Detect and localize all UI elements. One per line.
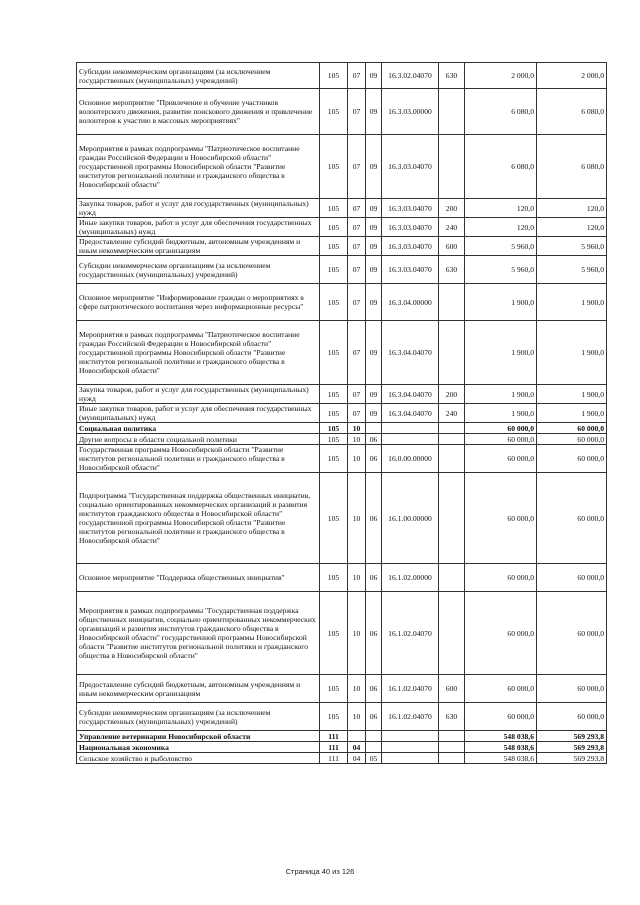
- row-sum-year-1: 60 000,0: [465, 473, 537, 564]
- row-expense-type: [439, 434, 465, 445]
- row-admin-code: 105: [320, 237, 348, 256]
- row-sum-year-1: 60 000,0: [465, 592, 537, 675]
- row-section-code: 04: [348, 753, 366, 764]
- row-subsection-code: 09: [366, 404, 382, 423]
- row-subsection-code: [366, 731, 382, 742]
- row-subsection-code: 09: [366, 199, 382, 218]
- row-section-code: [348, 731, 366, 742]
- row-subsection-code: 09: [366, 256, 382, 284]
- row-expense-type: [439, 89, 465, 135]
- table-row: [77, 218, 607, 237]
- row-name: Иные закупки товаров, работ и услуг для обеспечения государственных (муниципальных) нужд: [77, 404, 320, 423]
- row-expense-type: [439, 731, 465, 742]
- row-admin-code: 105: [320, 199, 348, 218]
- row-sum-year-1: 1 900,0: [465, 321, 537, 385]
- row-sum-year-2: 1 900,0: [537, 404, 607, 423]
- row-sum-year-2: 1 900,0: [537, 321, 607, 385]
- row-expense-type: 600: [439, 675, 465, 703]
- table-row: [77, 742, 607, 753]
- row-section-code: 10: [348, 675, 366, 703]
- row-sum-year-1: 60 000,0: [465, 675, 537, 703]
- row-target-article: 16.1.02.04070: [382, 675, 439, 703]
- row-sum-year-2: 60 000,0: [537, 592, 607, 675]
- row-admin-code: 105: [320, 404, 348, 423]
- table-row: [77, 404, 607, 423]
- row-name: Закупка товаров, работ и услуг для государственных (муниципальных) нужд: [77, 385, 320, 404]
- row-expense-type: [439, 753, 465, 764]
- table-row: [77, 753, 607, 764]
- row-sum-year-1: 60 000,0: [465, 564, 537, 592]
- row-name: Предоставление субсидий бюджетным, автономным учреждениям и иным некоммерческим организациям: [77, 675, 320, 703]
- row-name: Социальная политика: [77, 423, 320, 434]
- row-admin-code: 111: [320, 753, 348, 764]
- row-target-article: 16.1.02.04070: [382, 592, 439, 675]
- row-sum-year-1: 6 080,0: [465, 89, 537, 135]
- row-admin-code: 105: [320, 445, 348, 473]
- row-name: Предоставление субсидий бюджетным, автономным учреждениям и иным некоммерческим организациям: [77, 237, 320, 256]
- row-expense-type: 240: [439, 404, 465, 423]
- table-row: [77, 592, 607, 675]
- row-sum-year-2: 569 293,8: [537, 753, 607, 764]
- table-row: [77, 564, 607, 592]
- row-name: Государственная программа Новосибирской области "Развитие институтов региональной политики и гражданского общества в Новосибирской области": [77, 445, 320, 473]
- row-sum-year-2: 60 000,0: [537, 703, 607, 731]
- row-subsection-code: 06: [366, 434, 382, 445]
- row-target-article: 16.3.03.04070: [382, 199, 439, 218]
- row-admin-code: 105: [320, 385, 348, 404]
- row-section-code: 10: [348, 703, 366, 731]
- row-target-article: 16.3.03.00000: [382, 89, 439, 135]
- row-expense-type: [439, 423, 465, 434]
- row-target-article: 16.3.02.04070: [382, 63, 439, 89]
- row-sum-year-1: 6 080,0: [465, 135, 537, 199]
- row-admin-code: 111: [320, 731, 348, 742]
- row-section-code: 10: [348, 423, 366, 434]
- row-sum-year-2: 60 000,0: [537, 675, 607, 703]
- row-target-article: [382, 423, 439, 434]
- row-target-article: 16.0.00.00000: [382, 445, 439, 473]
- table-row: [77, 473, 607, 564]
- row-expense-type: 630: [439, 63, 465, 89]
- row-section-code: 10: [348, 473, 366, 564]
- row-sum-year-1: 5 960,0: [465, 256, 537, 284]
- row-admin-code: 105: [320, 703, 348, 731]
- row-sum-year-2: 5 960,0: [537, 256, 607, 284]
- row-name: Субсидии некоммерческим организациям (за исключением государственных (муниципальных) учреждений): [77, 63, 320, 89]
- table-row: [77, 135, 607, 199]
- table-row: [77, 89, 607, 135]
- row-subsection-code: [366, 742, 382, 753]
- row-sum-year-1: 548 038,6: [465, 731, 537, 742]
- row-admin-code: 105: [320, 592, 348, 675]
- row-section-code: 07: [348, 218, 366, 237]
- row-admin-code: 105: [320, 321, 348, 385]
- table-row: [77, 703, 607, 731]
- row-subsection-code: 06: [366, 473, 382, 564]
- row-subsection-code: 06: [366, 592, 382, 675]
- row-expense-type: 240: [439, 218, 465, 237]
- row-admin-code: 105: [320, 256, 348, 284]
- row-expense-type: [439, 445, 465, 473]
- row-section-code: 07: [348, 256, 366, 284]
- row-sum-year-1: 1 900,0: [465, 284, 537, 321]
- row-sum-year-2: 569 293,8: [537, 742, 607, 753]
- row-section-code: 07: [348, 404, 366, 423]
- row-sum-year-1: 60 000,0: [465, 434, 537, 445]
- row-sum-year-2: 60 000,0: [537, 434, 607, 445]
- row-admin-code: 105: [320, 564, 348, 592]
- row-section-code: 07: [348, 237, 366, 256]
- row-admin-code: 105: [320, 218, 348, 237]
- row-expense-type: [439, 135, 465, 199]
- table-row: [77, 434, 607, 445]
- row-subsection-code: 06: [366, 675, 382, 703]
- row-expense-type: [439, 284, 465, 321]
- row-sum-year-1: 60 000,0: [465, 445, 537, 473]
- row-admin-code: 105: [320, 89, 348, 135]
- row-section-code: 10: [348, 445, 366, 473]
- row-section-code: 07: [348, 284, 366, 321]
- row-section-code: 10: [348, 592, 366, 675]
- row-name: Иные закупки товаров, работ и услуг для обеспечения государственных (муниципальных) нужд: [77, 218, 320, 237]
- table-row: [77, 321, 607, 385]
- row-section-code: 04: [348, 742, 366, 753]
- table-row: [77, 199, 607, 218]
- table-row: [77, 256, 607, 284]
- row-sum-year-1: 1 900,0: [465, 385, 537, 404]
- row-sum-year-2: 1 900,0: [537, 385, 607, 404]
- row-subsection-code: 09: [366, 89, 382, 135]
- table-row: [77, 675, 607, 703]
- row-target-article: 16.1.00.00000: [382, 473, 439, 564]
- row-name: Мероприятия в рамках подпрограммы "Патриотическое воспитание граждан Российской Федерации в Новосибирской области" государственной программы Новосибирской области "Развитие институтов региональной политики и гражданского общества в Новосибирской области": [77, 135, 320, 199]
- row-name: Подпрограмма "Государственная поддержка общественных инициатив, социально ориентированных некоммерческих организаций и развития институтов гражданского общества в Новосибирской области" государственной программы Новосибирской области "Развитие институтов региональной политики и гражданского общества в Новосибирской области": [77, 473, 320, 564]
- row-name: Основное мероприятие "Поддержка общественных инициатив": [77, 564, 320, 592]
- row-sum-year-2: 60 000,0: [537, 423, 607, 434]
- row-expense-type: 200: [439, 385, 465, 404]
- row-sum-year-2: 60 000,0: [537, 473, 607, 564]
- row-section-code: 07: [348, 199, 366, 218]
- row-subsection-code: 05: [366, 753, 382, 764]
- row-target-article: 16.3.03.04070: [382, 135, 439, 199]
- row-target-article: 16.3.03.04070: [382, 256, 439, 284]
- row-sum-year-1: 1 900,0: [465, 404, 537, 423]
- row-sum-year-1: 548 038,6: [465, 753, 537, 764]
- row-expense-type: 630: [439, 703, 465, 731]
- row-subsection-code: 06: [366, 445, 382, 473]
- row-target-article: 16.3.03.04070: [382, 218, 439, 237]
- table-row: [77, 63, 607, 89]
- table-row: [77, 385, 607, 404]
- row-admin-code: 105: [320, 434, 348, 445]
- row-section-code: 07: [348, 321, 366, 385]
- row-name: Мероприятия в рамках подпрограммы "Государственная поддержка общественных инициатив, социально ориентированных некоммерческих организаций и развития институтов гражданского общества в Новосибирской области" государственной программы Новосибирской области "Развитие институтов региональной политики и гражданского общества в Новосибирской области": [77, 592, 320, 675]
- row-expense-type: 200: [439, 199, 465, 218]
- row-sum-year-2: 6 080,0: [537, 89, 607, 135]
- budget-table: [76, 62, 607, 764]
- row-target-article: [382, 742, 439, 753]
- row-target-article: 16.3.04.04070: [382, 321, 439, 385]
- row-sum-year-1: 548 038,6: [465, 742, 537, 753]
- row-target-article: 16.3.04.04070: [382, 404, 439, 423]
- row-name: Управление ветеринарии Новосибирской области: [77, 731, 320, 742]
- row-admin-code: 105: [320, 284, 348, 321]
- row-sum-year-1: 60 000,0: [465, 703, 537, 731]
- row-admin-code: 105: [320, 135, 348, 199]
- row-target-article: [382, 434, 439, 445]
- budget-table-body: [77, 63, 607, 764]
- row-admin-code: 105: [320, 473, 348, 564]
- row-admin-code: 105: [320, 675, 348, 703]
- row-sum-year-2: 6 080,0: [537, 135, 607, 199]
- row-target-article: [382, 731, 439, 742]
- row-expense-type: [439, 473, 465, 564]
- row-expense-type: [439, 742, 465, 753]
- row-sum-year-1: 60 000,0: [465, 423, 537, 434]
- row-name: Основное мероприятие "Привлечение и обучение участников волонтерского движения, развитие поискового движения и привлечение волонтеров к участию в массовых мероприятиях": [77, 89, 320, 135]
- row-target-article: 16.3.04.04070: [382, 385, 439, 404]
- row-sum-year-2: 2 000,0: [537, 63, 607, 89]
- row-target-article: [382, 753, 439, 764]
- row-expense-type: 600: [439, 237, 465, 256]
- row-admin-code: 105: [320, 63, 348, 89]
- row-sum-year-2: 60 000,0: [537, 445, 607, 473]
- table-row: [77, 731, 607, 742]
- table-row: [77, 237, 607, 256]
- row-subsection-code: 09: [366, 218, 382, 237]
- row-section-code: 10: [348, 564, 366, 592]
- row-target-article: 16.3.04.00000: [382, 284, 439, 321]
- row-section-code: 10: [348, 434, 366, 445]
- row-subsection-code: 09: [366, 385, 382, 404]
- row-name: Субсидии некоммерческим организациям (за исключением государственных (муниципальных) учреждений): [77, 703, 320, 731]
- row-subsection-code: 06: [366, 703, 382, 731]
- row-expense-type: [439, 564, 465, 592]
- row-sum-year-2: 569 293,8: [537, 731, 607, 742]
- row-sum-year-2: 60 000,0: [537, 564, 607, 592]
- row-subsection-code: 06: [366, 564, 382, 592]
- row-section-code: 07: [348, 385, 366, 404]
- row-section-code: 07: [348, 63, 366, 89]
- row-name: Национальная экономика: [77, 742, 320, 753]
- row-subsection-code: [366, 423, 382, 434]
- row-subsection-code: 09: [366, 63, 382, 89]
- row-name: Субсидии некоммерческим организациям (за исключением государственных (муниципальных) учреждений): [77, 256, 320, 284]
- row-expense-type: 630: [439, 256, 465, 284]
- page-number: Страница 40 из 126: [285, 867, 355, 876]
- row-admin-code: 111: [320, 742, 348, 753]
- row-admin-code: 105: [320, 423, 348, 434]
- row-expense-type: [439, 321, 465, 385]
- row-subsection-code: 09: [366, 284, 382, 321]
- row-target-article: 16.1.02.00000: [382, 564, 439, 592]
- row-name: Закупка товаров, работ и услуг для государственных (муниципальных) нужд: [77, 199, 320, 218]
- row-subsection-code: 09: [366, 135, 382, 199]
- row-section-code: 07: [348, 89, 366, 135]
- row-name: Основное мероприятие "Информирование граждан о мероприятиях в сфере патриотического воспитания через информационные ресурсы": [77, 284, 320, 321]
- row-sum-year-2: 1 900,0: [537, 284, 607, 321]
- row-name: Мероприятия в рамках подпрограммы "Патриотическое воспитание граждан Российской Федерации в Новосибирской области" государственной программы Новосибирской области "Развитие институтов региональной политики и гражданского общества в Новосибирской области": [77, 321, 320, 385]
- row-sum-year-1: 5 960,0: [465, 237, 537, 256]
- row-sum-year-2: 5 960,0: [537, 237, 607, 256]
- table-row: [77, 423, 607, 434]
- row-target-article: 16.1.02.04070: [382, 703, 439, 731]
- row-sum-year-2: 120,0: [537, 218, 607, 237]
- row-name: Сельское хозяйство и рыболовство: [77, 753, 320, 764]
- table-row: [77, 445, 607, 473]
- row-name: Другие вопросы в области социальной политики: [77, 434, 320, 445]
- row-sum-year-1: 120,0: [465, 199, 537, 218]
- row-sum-year-1: 2 000,0: [465, 63, 537, 89]
- row-sum-year-2: 120,0: [537, 199, 607, 218]
- row-sum-year-1: 120,0: [465, 218, 537, 237]
- row-section-code: 07: [348, 135, 366, 199]
- table-row: [77, 284, 607, 321]
- row-target-article: 16.3.03.04070: [382, 237, 439, 256]
- row-subsection-code: 09: [366, 237, 382, 256]
- row-subsection-code: 09: [366, 321, 382, 385]
- row-expense-type: [439, 592, 465, 675]
